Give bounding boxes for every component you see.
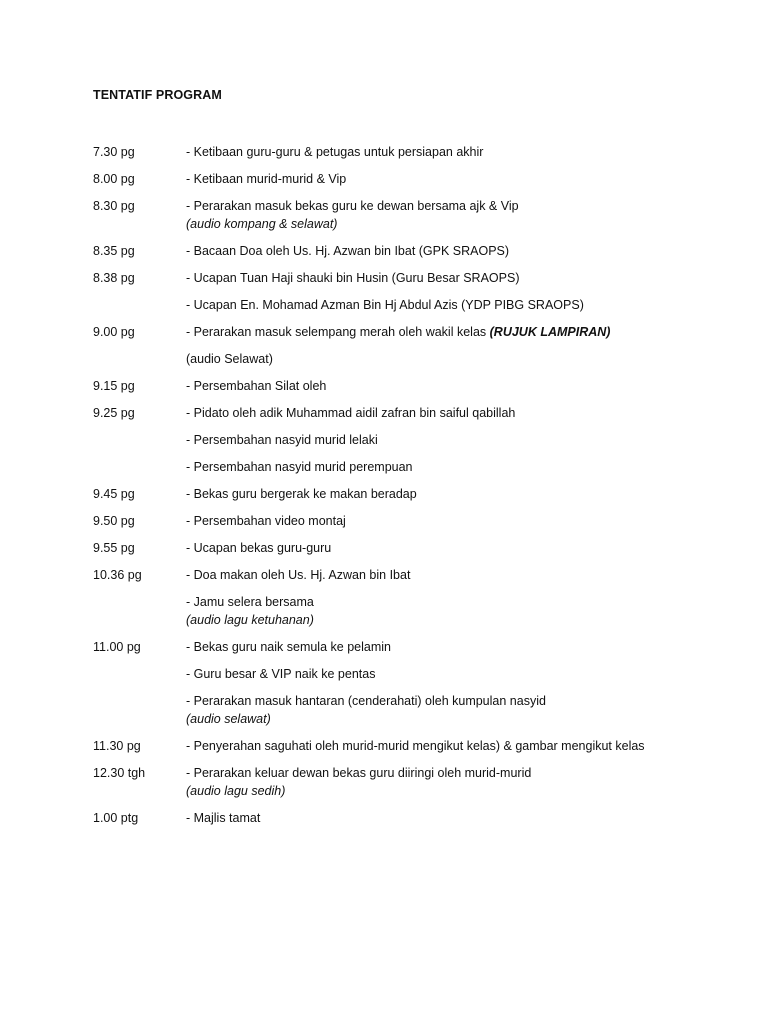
schedule-row <box>93 269 733 287</box>
schedule-item <box>186 512 733 530</box>
schedule-text: - Perarakan masuk selempang merah oleh wakil kelas <box>186 325 490 339</box>
schedule-text: - Bekas guru bergerak ke makan beradap <box>186 487 417 501</box>
schedule-row <box>93 809 733 827</box>
schedule-row <box>93 197 733 233</box>
schedule-row <box>93 350 733 368</box>
schedule-row <box>93 404 733 422</box>
schedule-time: 10.36 pg <box>93 568 142 582</box>
schedule-item <box>186 377 733 395</box>
schedule-text: - Guru besar & VIP naik ke pentas <box>186 667 376 681</box>
schedule-text: - Doa makan oleh Us. Hj. Azwan bin Ibat <box>186 568 411 582</box>
schedule-row <box>93 593 733 629</box>
schedule-row <box>93 764 733 800</box>
schedule-text: - Penyerahan saguhati oleh murid-murid mengikut kelas) & gambar mengikut kelas <box>186 739 645 753</box>
schedule-text: - Perarakan keluar dewan bekas guru diiringi oleh murid-murid <box>186 766 532 780</box>
schedule-row <box>93 737 733 755</box>
schedule-list <box>93 143 733 836</box>
schedule-item <box>186 566 733 584</box>
schedule-text: (audio Selawat) <box>186 352 273 366</box>
schedule-time: 12.30 tgh <box>93 766 146 780</box>
schedule-time: 9.55 pg <box>93 541 135 555</box>
schedule-item <box>186 350 733 368</box>
audio-note: (audio kompang & selawat) <box>186 217 338 231</box>
schedule-time: 8.00 pg <box>93 172 135 186</box>
schedule-text: - Jamu selera bersama <box>186 595 314 609</box>
schedule-time: 9.50 pg <box>93 514 135 528</box>
schedule-text: - Ucapan Tuan Haji shauki bin Husin (Guru Besar SRAOPS) <box>186 271 520 285</box>
reference-note: (RUJUK LAMPIRAN) <box>489 325 611 339</box>
schedule-item <box>186 485 733 503</box>
schedule-text: - Ucapan bekas guru-guru <box>186 541 332 555</box>
schedule-text: - Ucapan En. Mohamad Azman Bin Hj Abdul Azis (YDP PIBG SRAOPS) <box>186 298 584 312</box>
schedule-time: 9.15 pg <box>93 379 135 393</box>
schedule-row <box>93 692 733 728</box>
schedule-row <box>93 458 733 476</box>
schedule-time: 7.30 pg <box>93 145 135 159</box>
schedule-item <box>186 692 733 728</box>
schedule-text: - Persembahan nasyid murid perempuan <box>186 460 413 474</box>
schedule-row <box>93 566 733 584</box>
schedule-row <box>93 143 733 161</box>
schedule-row <box>93 323 733 341</box>
audio-note: (audio selawat) <box>186 712 271 726</box>
schedule-item <box>186 404 733 422</box>
schedule-time: 9.00 pg <box>93 325 135 339</box>
schedule-item <box>186 431 733 449</box>
schedule-text: - Bekas guru naik semula ke pelamin <box>186 640 391 654</box>
schedule-item <box>186 296 733 314</box>
schedule-row <box>93 485 733 503</box>
schedule-item <box>186 269 733 287</box>
schedule-item <box>186 323 733 341</box>
schedule-text: - Perarakan masuk hantaran (cenderahati) oleh kumpulan nasyid <box>186 694 546 708</box>
schedule-text: - Pidato oleh adik Muhammad aidil zafran bin saiful qabillah <box>186 406 516 420</box>
schedule-item <box>186 458 733 476</box>
schedule-time: 9.25 pg <box>93 406 135 420</box>
schedule-text: - Perarakan masuk bekas guru ke dewan bersama ajk & Vip <box>186 199 519 213</box>
schedule-item <box>186 197 733 233</box>
schedule-row <box>93 512 733 530</box>
schedule-row <box>93 539 733 557</box>
schedule-row <box>93 296 733 314</box>
schedule-text: - Majlis tamat <box>186 811 261 825</box>
schedule-time: 11.00 pg <box>93 640 141 654</box>
schedule-item <box>186 593 733 629</box>
schedule-row <box>93 170 733 188</box>
schedule-text: - Bacaan Doa oleh Us. Hj. Azwan bin Ibat (GPK SRAOPS) <box>186 244 510 258</box>
schedule-time: 9.45 pg <box>93 487 135 501</box>
audio-note: (audio lagu sedih) <box>186 784 286 798</box>
audio-note: (audio lagu ketuhanan) <box>186 613 314 627</box>
schedule-item <box>186 737 733 755</box>
schedule-time: 11.30 pg <box>93 739 141 753</box>
schedule-row <box>93 242 733 260</box>
schedule-item <box>186 809 733 827</box>
schedule-item <box>186 539 733 557</box>
schedule-item <box>186 143 733 161</box>
schedule-time: 8.38 pg <box>93 271 135 285</box>
schedule-text: - Ketibaan murid-murid & Vip <box>186 172 347 186</box>
schedule-item <box>186 764 733 800</box>
schedule-text: - Persembahan nasyid murid lelaki <box>186 433 378 447</box>
schedule-text: - Ketibaan guru-guru & petugas untuk persiapan akhir <box>186 145 484 159</box>
schedule-item <box>186 242 733 260</box>
schedule-row <box>93 638 733 656</box>
page-title: TENTATIF PROGRAM <box>93 88 222 102</box>
schedule-time: 8.35 pg <box>93 244 135 258</box>
schedule-text: - Persembahan video montaj <box>186 514 346 528</box>
schedule-row <box>93 377 733 395</box>
schedule-row <box>93 665 733 683</box>
schedule-item <box>186 638 733 656</box>
schedule-item <box>186 170 733 188</box>
schedule-text: - Persembahan Silat oleh <box>186 379 327 393</box>
schedule-time: 8.30 pg <box>93 199 135 213</box>
schedule-time: 1.00 ptg <box>93 811 139 825</box>
schedule-row <box>93 431 733 449</box>
schedule-item <box>186 665 733 683</box>
